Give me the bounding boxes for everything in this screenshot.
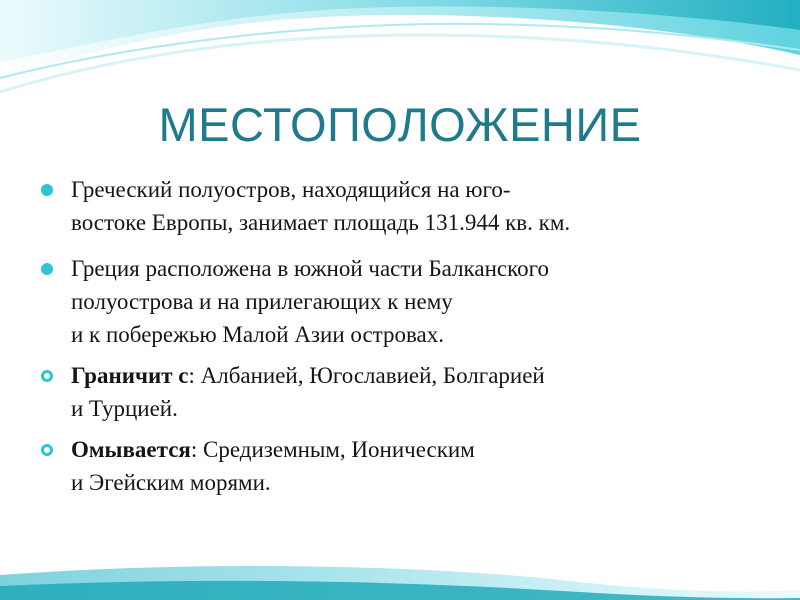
item-bold-term: Граничит с — [71, 363, 189, 388]
item-text-line — [71, 433, 761, 466]
item-text-rest: : Средиземным, Ионическим — [190, 437, 475, 462]
item-text-line: Греческий полуостров, находящийся на юго- — [71, 177, 511, 202]
item-text-line: Греция расположена в южной части Балканского — [71, 256, 549, 281]
list-item — [41, 252, 761, 351]
list-item — [41, 173, 761, 239]
bullet-dot-icon — [41, 184, 53, 196]
item-text-line: и Турцией. — [71, 396, 178, 421]
bottom-wave-decoration — [0, 520, 800, 600]
item-bold-term: Омывается — [71, 437, 191, 462]
list-item — [41, 433, 761, 499]
item-text-line: востоке Европы, занимает площадь 131.944 кв. км. — [71, 210, 571, 235]
item-text-line: полуострова и на прилегающих к нему — [71, 289, 453, 314]
item-text-rest: : Албанией, Югославией, Болгарией — [188, 363, 545, 388]
item-text-line — [71, 359, 761, 392]
bullet-ring-icon — [41, 370, 53, 382]
top-wave-decoration — [0, 0, 800, 110]
bullet-ring-icon — [41, 444, 53, 456]
bullet-list — [41, 173, 761, 512]
bullet-dot-icon — [41, 263, 53, 275]
item-text-line: и Эгейским морями. — [71, 470, 271, 495]
list-item — [41, 359, 761, 425]
item-text-line: и к побережью Малой Азии островах. — [71, 322, 445, 347]
slide-title: МЕСТОПОЛОЖЕНИЕ — [158, 98, 642, 151]
